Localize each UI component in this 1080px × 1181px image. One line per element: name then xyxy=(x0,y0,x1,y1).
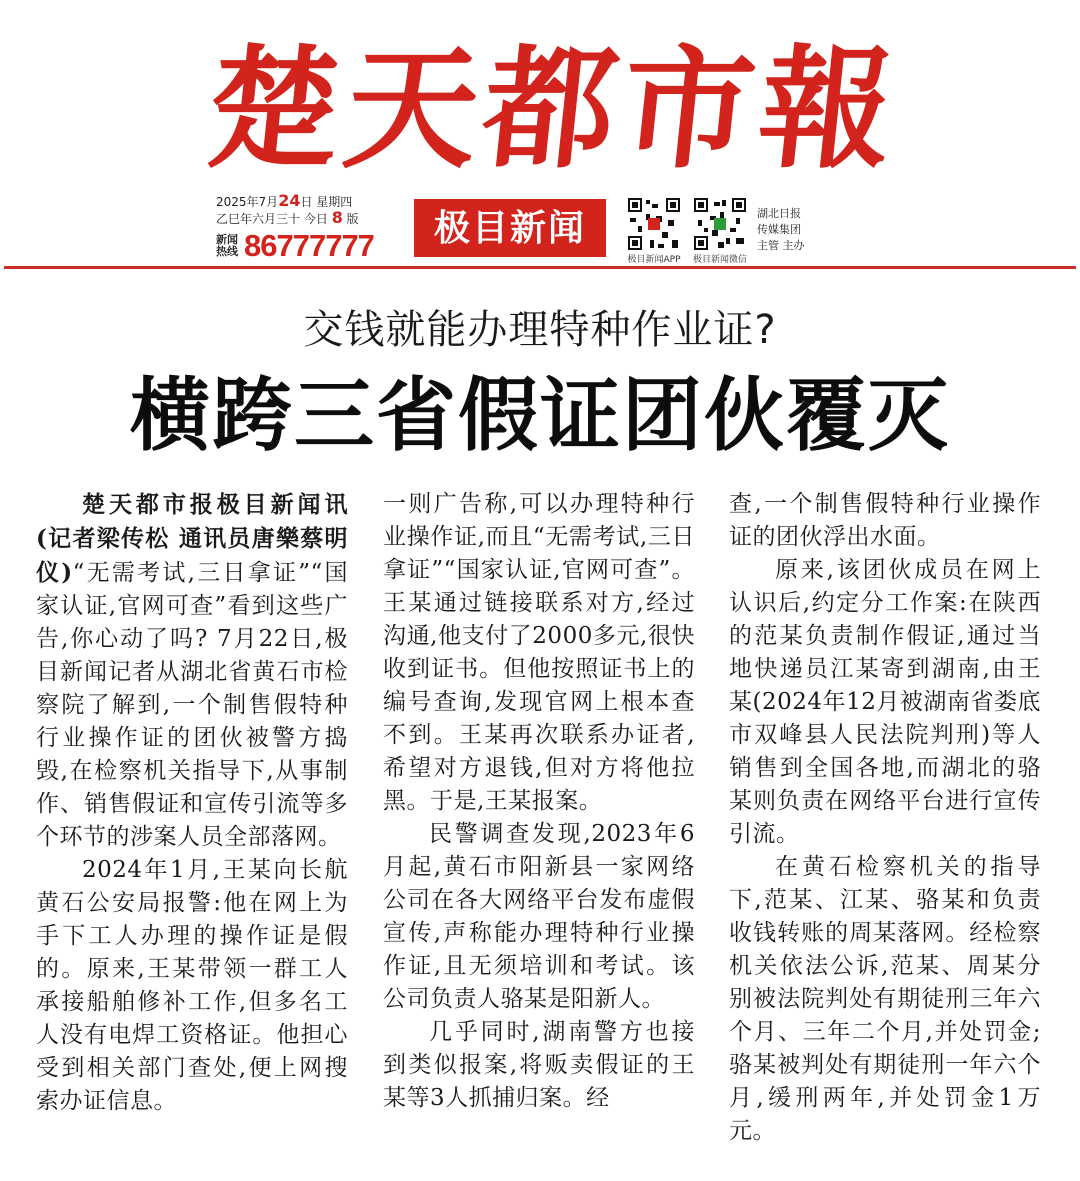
hotline-number: 86777777 xyxy=(244,228,374,263)
article-paragraph: “无需考试,三日拿证”“国家认证,官网可查”看到这些广告,你心动了吗? 7月22日,极目新闻记者从湖北省黄石市检察院了解到,一个制售假特种行业操作证的团伙被警方捣毁,在检察机关指导下,从事制作、销售假证和宣传引流等多个环节的涉案人员全部落网。 xyxy=(36,560,348,850)
qr-caption-app: 极目新闻APP xyxy=(627,255,681,265)
issue-weekday: 星期四 xyxy=(316,195,353,209)
article-paragraph: 民警调查发现,2023年6月起,黄石市阳新县一家网络公司在各大网络平台发布虚假宣传,声称能办理特种行业操作证,且无须培训和考试。该公司负责人骆某是阳新人。 xyxy=(383,821,695,1012)
news-hotline xyxy=(216,228,374,264)
masthead xyxy=(0,0,1080,268)
qr-caption-wechat: 极目新闻微信 xyxy=(692,255,747,265)
article-paragraph: 在黄石检察机关的指导下,范某、江某、骆某和负责收钱转账的周某落网。经检察机关依法公诉,范某、周某分别被法院判处有期徒刑三年六个月、三年二个月,并处罚金;骆某被判处有期徒刑一年六个月,缓刑两年,并处罚金1万元。 xyxy=(729,854,1041,1144)
jimu-news-badge: 极目新闻 xyxy=(414,199,606,257)
publisher-line: 传媒集团 xyxy=(757,223,801,236)
publisher-info xyxy=(757,206,817,254)
issue-day-suffix: 日 xyxy=(300,195,313,209)
edition-prefix: 今日 xyxy=(303,212,328,226)
article-column-1 xyxy=(36,488,348,1118)
issue-day: 24 xyxy=(278,191,301,210)
article-column-2 xyxy=(383,488,695,1115)
article-column-3 xyxy=(729,488,1041,1148)
article-byline: 楚天都市报极目新闻讯(记者梁传松 通讯员唐樂蔡明仪) xyxy=(36,491,348,586)
article-paragraph: 2024年1月,王某向长航黄石公安局报警:他在网上为手下工人办理的操作证是假的。原来,王某带领一群工人承接船舶修补工作,但多名工人没有电焊工资格证。他担心受到相关部门查处,便上网搜索办证信息。 xyxy=(36,857,348,1114)
issue-date: 2025年7月 xyxy=(216,195,279,209)
article-paragraph: 查,一个制售假特种行业操作证的团伙浮出水面。 xyxy=(729,491,1041,550)
issue-date-block xyxy=(216,193,406,227)
qr-code-wechat-icon xyxy=(692,196,748,252)
publisher-line: 湖北日报 xyxy=(757,207,801,220)
article-headline: 横跨三省假证团伙覆灭 xyxy=(130,369,950,462)
masthead-divider xyxy=(4,266,1076,269)
edition-pages: 8 xyxy=(331,208,343,227)
article-subtitle: 交钱就能办理特种作业证? xyxy=(303,307,777,353)
hotline-label: 新闻热线 xyxy=(216,233,238,258)
qr-code-app-icon xyxy=(626,196,682,252)
article-paragraph: 几乎同时,湖南警方也接到类似报案,将贩卖假证的王某等3人抓捕归案。经 xyxy=(383,1019,695,1111)
article-paragraph: 一则广告称,可以办理特种行业操作证,而且“无需考试,三日拿证”“国家认证,官网可查”。王某通过链接联系对方,经过沟通,他支付了2000多元,很快收到证书。但他按照证书上的编号查询,发现官网上根本查不到。王某再次联系办证者,希望对方退钱,但对方将他拉黑。于是,王某报案。 xyxy=(383,491,695,814)
edition-suffix: 版 xyxy=(346,212,359,226)
lunar-date: 乙巳年六月三十 xyxy=(216,212,301,226)
newspaper-logo: 楚天都市報 xyxy=(199,32,907,187)
publisher-line: 主管 主办 xyxy=(757,239,805,252)
article-paragraph: 原来,该团伙成员在网上认识后,约定分工作案:在陕西的范某负责制作假证,通过当地快递员江某寄到湖南,由王某(2024年12月被湖南省娄底市双峰县人民法院判刑)等人销售到全国各地,而湖北的骆某则负责在网络平台进行宣传引流。 xyxy=(729,557,1041,847)
